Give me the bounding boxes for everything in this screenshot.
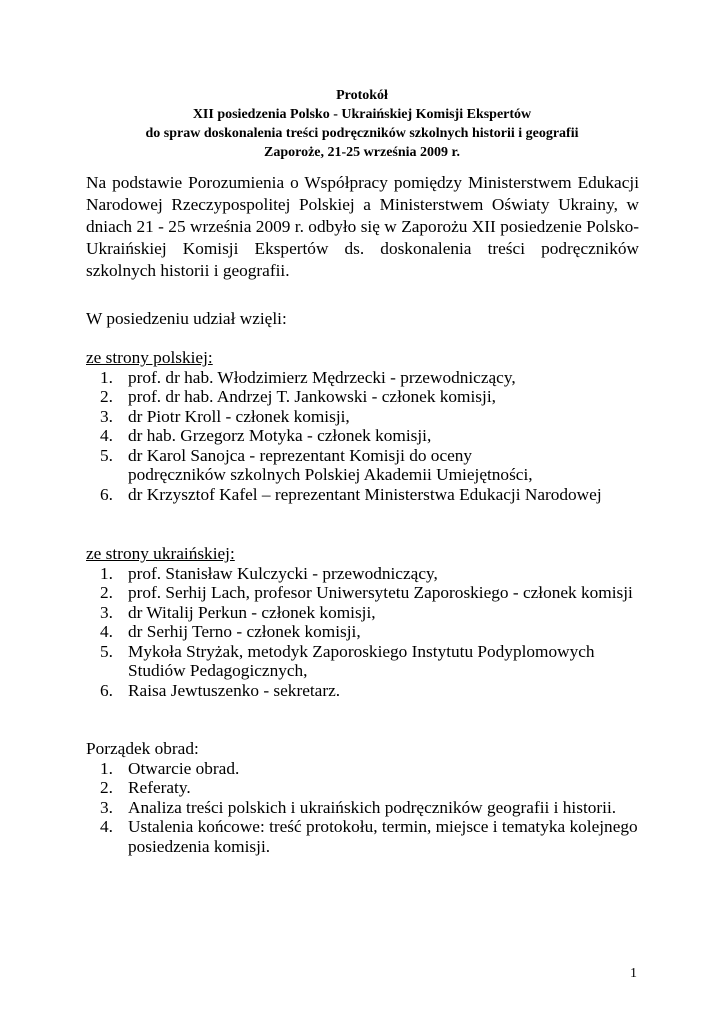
item-text: prof. Stanisław Kulczycki - przewodniczący,	[128, 563, 438, 583]
item-text: Raisa Jewtuszenko - sekretarz.	[128, 680, 341, 700]
item-number: 2.	[100, 387, 113, 406]
item-text: dr Witalij Perkun - członek komisji,	[128, 602, 376, 622]
list-item	[86, 603, 646, 623]
list-item	[86, 564, 646, 584]
polish-side-section	[86, 348, 646, 504]
polish-side-heading: ze strony polskiej:	[86, 348, 213, 367]
item-text: Mykoła Stryżak, metodyk Zaporoskiego Instytutu Podyplomowych Studiów Pedagogicznych,	[128, 641, 595, 680]
item-number: 4.	[100, 426, 113, 445]
intro-text: Na podstawie Porozumienia o Współpracy pomiędzy Ministerstwem Edukacji Narodowej Rzeczypospolitej Polskiej a Ministerstwem Oświaty Ukrainy, w dniach 21 - 25 września 2009 r. odbyło się w Zaporożu XII posiedzenie Polsko-Ukraińskiej Komisji Ekspertów ds. doskonalenia treści podręczników szkolnych	[86, 173, 639, 280]
item-text: prof. dr hab. Włodzimierz Mędrzecki - przewodniczący,	[128, 367, 516, 387]
item-number: 2.	[100, 778, 113, 797]
ukrainian-side-section	[86, 544, 646, 700]
item-number: 3.	[100, 406, 113, 426]
polish-side-list	[86, 368, 646, 505]
title-line-1: Protokół	[336, 88, 388, 103]
item-number: 4.	[100, 817, 113, 836]
list-item	[86, 778, 646, 798]
agenda-section	[86, 739, 646, 856]
list-item	[86, 759, 646, 779]
intro-paragraph	[86, 172, 639, 282]
list-item	[86, 407, 646, 427]
item-number: 5.	[100, 445, 113, 465]
item-text: Ustalenia końcowe: treść protokołu, termin, miejsce i tematyka kolejnego posiedzenia komisji.	[128, 817, 638, 856]
page-number: 1	[630, 966, 637, 981]
item-text: dr Krzysztof Kafel – reprezentant Ministerstwa Edukacji Narodowej	[128, 484, 602, 504]
item-text: Analiza treści polskich i ukraińskich podręczników geografii i historii.	[128, 797, 617, 817]
ukrainian-side-list	[86, 564, 646, 701]
list-item	[86, 817, 646, 856]
list-item	[86, 642, 646, 681]
item-number: 6.	[100, 484, 113, 504]
intro-last-line: historii i geografii.	[160, 261, 290, 280]
ukrainian-side-heading: ze strony ukraińskiej:	[86, 544, 235, 563]
item-text: dr Serhij Terno - członek komisji,	[128, 622, 361, 641]
list-item	[86, 387, 646, 407]
agenda-list	[86, 759, 646, 857]
title-line-4: Zaporoże, 21-25 września 2009 r.	[264, 145, 460, 160]
item-number: 2.	[100, 583, 113, 602]
item-number: 3.	[100, 602, 113, 622]
document-title	[60, 86, 664, 162]
item-text: Referaty.	[128, 778, 191, 797]
item-number: 1.	[100, 758, 113, 778]
item-text: dr Karol Sanojca - reprezentant Komisji do oceny podręczników szkolnych Polskiej Akademii Umiejętności,	[128, 445, 533, 484]
item-text: dr Piotr Kroll - członek komisji,	[128, 406, 350, 426]
list-item	[86, 368, 646, 388]
agenda-heading: Porządek obrad:	[86, 739, 199, 758]
item-text: prof. dr hab. Andrzej T. Jankowski - członek komisji,	[128, 387, 496, 406]
list-item	[86, 681, 646, 701]
list-item	[86, 583, 646, 603]
item-number: 4.	[100, 622, 113, 641]
title-line-3: do spraw doskonalenia treści podręczników szkolnych historii i geografii	[145, 126, 579, 141]
list-item	[86, 485, 646, 505]
title-line-2: XII posiedzenia Polsko - Ukraińskiej Komisji Ekspertów	[192, 107, 532, 122]
list-item	[86, 622, 646, 642]
list-item	[86, 426, 646, 446]
item-text: dr hab. Grzegorz Motyka - członek komisji,	[128, 426, 432, 445]
list-item	[86, 798, 646, 818]
item-number: 3.	[100, 797, 113, 817]
item-text: prof. Serhij Lach, profesor Uniwersytetu Zaporoskiego - członek komisji	[128, 583, 633, 602]
item-number: 6.	[100, 680, 113, 700]
participants-heading: W posiedzeniu udział wzięli:	[86, 309, 287, 328]
item-number: 1.	[100, 367, 113, 387]
list-item	[86, 446, 646, 485]
item-text: Otwarcie obrad.	[128, 758, 240, 778]
item-number: 1.	[100, 563, 113, 583]
item-number: 5.	[100, 641, 113, 661]
